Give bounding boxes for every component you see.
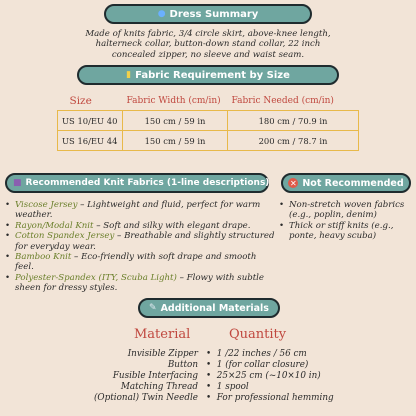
table-cell-width: 150 cm / 59 in	[123, 131, 228, 151]
fabric-requirement-header	[77, 65, 339, 85]
person-icon: ●	[157, 9, 166, 19]
recommended-fabrics-list	[5, 200, 275, 294]
fabric-requirement-title: Fabric Requirement by Size	[135, 69, 290, 81]
fabric-requirement-table	[57, 92, 359, 151]
material-name: Button	[167, 360, 198, 370]
table-cell-needed: 200 cm / 78.7 in	[228, 131, 359, 151]
material-quantity-text: For professional hemming	[216, 393, 334, 403]
ruler-icon: ▮	[126, 70, 132, 80]
list-item	[5, 200, 275, 221]
material-quantity: • 25×25 cm (~10×10 in)	[206, 371, 321, 381]
dress-summary-title: Dress Summary	[169, 8, 259, 20]
fabric-name: Rayon/Modal Knit	[15, 220, 94, 231]
material-name: Fusible Interfacing	[112, 371, 198, 381]
fabric-name: Cotton Spandex Jersey	[15, 231, 115, 242]
table-header-needed: Fabric Needed (cm/in)	[228, 92, 359, 111]
dress-summary-line: concealed zipper, no sleeve and waist seam.	[111, 49, 305, 60]
table-cell-needed: 180 cm / 70.9 in	[228, 111, 359, 131]
materials-header-quantity: Quantity	[229, 327, 287, 342]
list-item	[5, 231, 275, 252]
table-cell-size: US 16/EU 44	[58, 131, 123, 151]
fabric-name: Viscose Jersey	[15, 200, 78, 210]
material-quantity-text: 1 /22 inches / 56 cm	[216, 349, 307, 359]
material-quantity: • For professional hemming	[206, 393, 334, 403]
table-cell-width: 150 cm / 59 in	[123, 111, 228, 131]
not-recommended-title: Not Recommended	[302, 177, 404, 189]
material-name: Invisible Zipper	[127, 349, 198, 359]
dress-summary-header	[104, 4, 312, 24]
fabric-description: – Eco-friendly with soft drape and smooth feel.	[15, 252, 257, 273]
table-header-size: Size	[58, 92, 123, 111]
additional-materials-title: Additional Materials	[160, 302, 269, 314]
table-header-width: Fabric Width (cm/in)	[123, 92, 228, 111]
fabric-description: – Breathable and slightly structured for everyday wear.	[15, 231, 275, 252]
fabric-description: – Lightweight and fluid, perfect for warm weather.	[15, 200, 261, 221]
material-quantity-text: 1 spool	[216, 382, 249, 392]
table-cell-size: US 10/EU 40	[58, 111, 123, 131]
dress-summary-line: Made of knits fabric, 3/4 circle skirt, above-knee length,	[85, 29, 331, 39]
recommended-fabrics-title: Recommended Knit Fabrics (1-line descriptions)	[25, 178, 270, 188]
additional-materials-header	[138, 298, 280, 318]
material-quantity-text: 1 (for collar closure)	[216, 360, 309, 370]
list-item	[5, 252, 275, 273]
list-item: • Thick or stiff knits (e.g., ponte, heavy scuba)	[279, 221, 413, 242]
material-quantity: • 1 (for collar closure)	[206, 360, 309, 370]
not-recommended-header	[281, 173, 411, 193]
materials-header-material: Material	[134, 327, 191, 342]
table-row	[58, 111, 359, 131]
material-quantity: • 1 /22 inches / 56 cm	[206, 349, 307, 359]
not-recommended-list	[279, 200, 413, 242]
list-item	[5, 273, 275, 294]
material-name: (Optional) Twin Needle	[94, 393, 198, 403]
fabric-swatch-icon: ■	[13, 178, 22, 188]
list-item	[5, 221, 275, 231]
fabric-name: Polyester-Spandex (ITY, Scuba Light)	[15, 272, 177, 283]
dress-summary-text	[40, 29, 376, 60]
list-item: • Non-stretch woven fabrics (e.g., poplin, denim)	[279, 200, 413, 221]
fabric-name: Bamboo Knit	[15, 252, 72, 263]
dress-summary-line: halterneck collar, button-down stand collar, 22 inch	[95, 39, 321, 50]
table-row	[58, 131, 359, 151]
material-name: Matching Thread	[120, 382, 198, 392]
cross-icon: ✕	[289, 178, 297, 188]
table-header-row	[58, 92, 359, 111]
needle-icon: ✎	[149, 303, 157, 313]
fabric-description: – Soft and silky with elegant drape.	[93, 220, 251, 231]
fabric-description: – Flowy with subtle sheen for dressy styles.	[15, 272, 265, 294]
material-quantity-text: 25×25 cm (~10×10 in)	[216, 371, 321, 381]
material-quantity: • 1 spool	[206, 382, 249, 392]
recommended-fabrics-header	[5, 173, 269, 193]
